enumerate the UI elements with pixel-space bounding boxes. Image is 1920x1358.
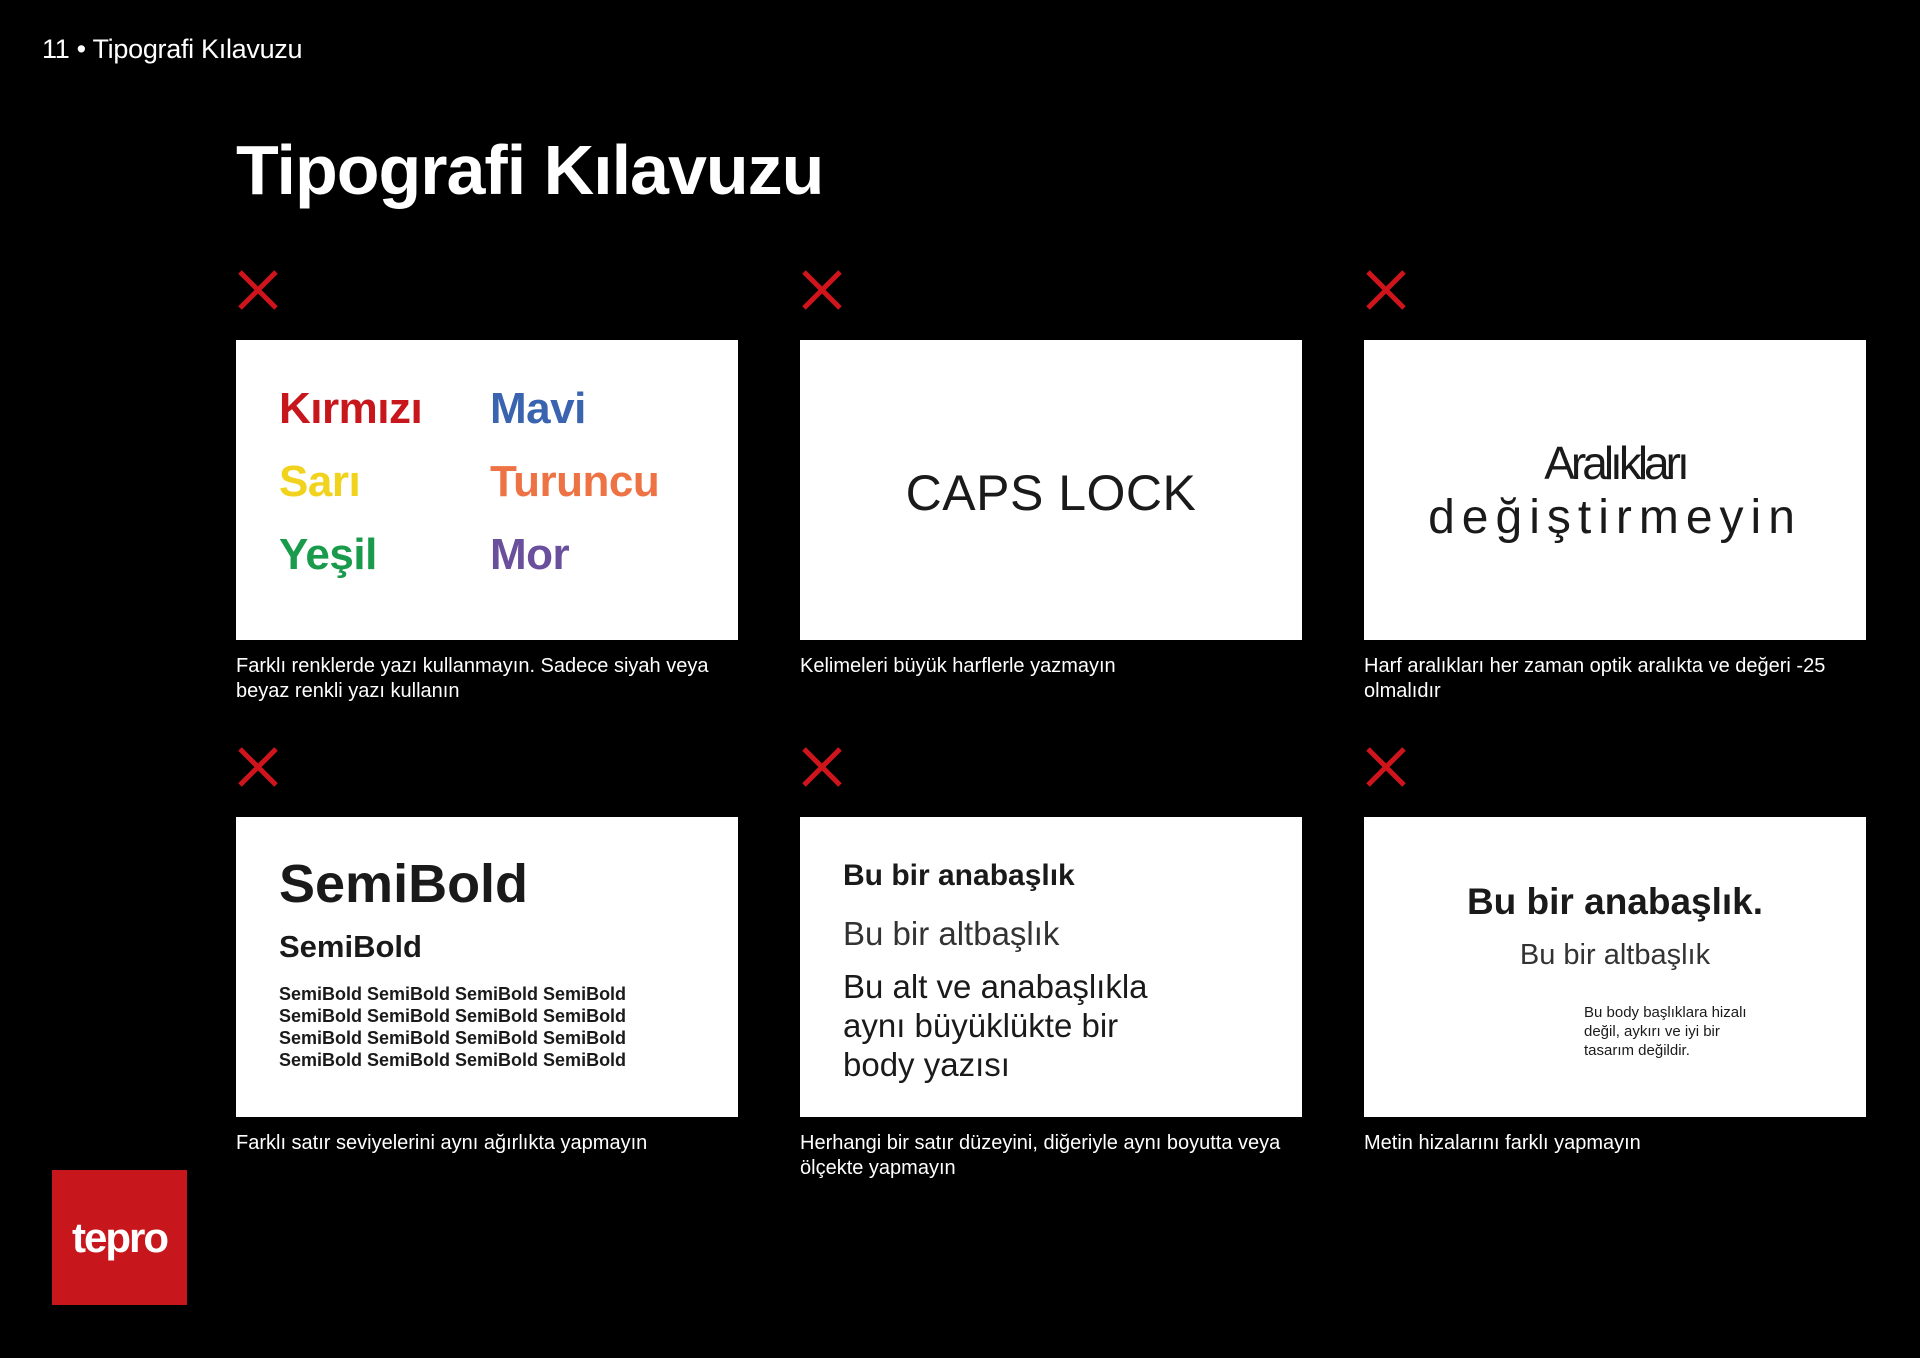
- x-icon: [800, 745, 844, 789]
- x-icon: [800, 268, 844, 312]
- caption: Metin hizalarını farklı yapmayın: [1364, 1132, 1641, 1154]
- example-card: [1364, 817, 1866, 1117]
- wide-spacing-example: değiştirmeyin: [1428, 491, 1802, 544]
- caps-lock-example: CAPS LOCK: [905, 465, 1197, 521]
- x-icon: [236, 745, 280, 789]
- x-icon: [1364, 745, 1408, 789]
- caption: Farklı satır seviyelerini aynı ağırlıkta yapmayın: [236, 1132, 648, 1154]
- example-card: [236, 340, 738, 640]
- caption: Harf aralıkları her zaman optik aralıkta ve değeri -25 olmalıdır: [1364, 655, 1826, 702]
- body-example: [1584, 1003, 1804, 1060]
- body-line: değil, aykırı ve iyi bir: [1584, 1023, 1720, 1040]
- color-word-green: Yeşil: [279, 530, 377, 579]
- example-card: [800, 340, 1302, 640]
- semibold-line: SemiBold SemiBold SemiBold SemiBold: [279, 1050, 627, 1070]
- color-word-yellow: Sarı: [279, 457, 361, 506]
- color-word-purple: Mor: [490, 530, 570, 579]
- semibold-line: SemiBold SemiBold SemiBold SemiBold: [279, 1006, 627, 1026]
- tight-spacing-example: Aralıkları: [1544, 437, 1686, 489]
- example-card: [236, 817, 738, 1117]
- page-label: 11 • Tipografi Kılavuzu: [42, 34, 303, 64]
- body-line: Bu alt ve anabaşlıkla: [843, 968, 1148, 1005]
- caption: Farklı renklerde yazı kullanmayın. Sadece siyah veya beyaz renkli yazı kullanın: [236, 655, 709, 702]
- logo-wordmark: tepro: [72, 1213, 167, 1261]
- heading-example: Bu bir anabaşlık.: [1466, 881, 1764, 922]
- tepro-logo: [52, 1170, 187, 1305]
- example-card: [800, 817, 1302, 1117]
- heading-example: Bu bir anabaşlık: [843, 859, 1075, 892]
- semibold-line: SemiBold SemiBold SemiBold SemiBold: [279, 1028, 627, 1048]
- body-line: aynı büyüklükte bir: [843, 1007, 1119, 1044]
- page-title: Tipografi Kılavuzu: [236, 131, 824, 209]
- x-icon: [1364, 268, 1408, 312]
- semibold-medium: SemiBold: [279, 929, 422, 964]
- color-word-orange: Turuncu: [490, 457, 660, 506]
- body-example: [843, 967, 1243, 1084]
- caption: Kelimeleri büyük harflerle yazmayın: [800, 655, 1116, 677]
- body-line: Bu body başlıklara hizalı: [1584, 1004, 1747, 1021]
- color-word-blue: Mavi: [490, 384, 586, 433]
- body-line: body yazısı: [843, 1046, 1010, 1083]
- semibold-large: SemiBold: [279, 854, 529, 914]
- body-line: tasarım değildir.: [1584, 1042, 1690, 1059]
- color-word-red: Kırmızı: [279, 384, 423, 433]
- semibold-line: SemiBold SemiBold SemiBold SemiBold: [279, 984, 627, 1004]
- caption: Herhangi bir satır düzeyini, diğeriyle aynı boyutta veya ölçekte yapmayın: [800, 1132, 1281, 1179]
- x-icon: [236, 268, 280, 312]
- example-card: [1364, 340, 1866, 640]
- subheading-example: Bu bir altbaşlık: [1519, 939, 1711, 971]
- semibold-small-block: [279, 983, 699, 1071]
- subheading-example: Bu bir altbaşlık: [843, 915, 1060, 952]
